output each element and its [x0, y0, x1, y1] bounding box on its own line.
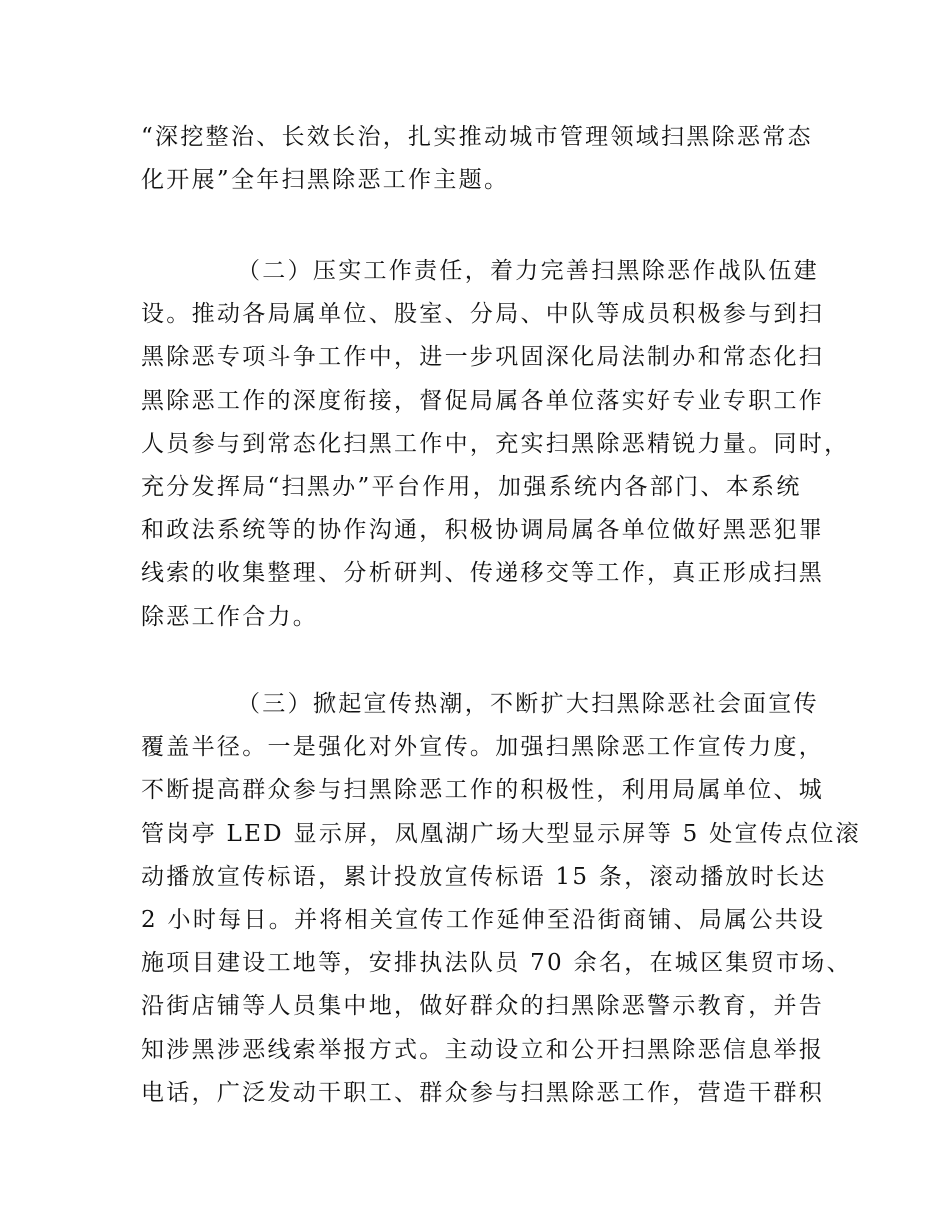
text-line: 知涉黑涉恶线索举报方式。主动设立和公开扫黑除恶信息举报	[141, 1036, 825, 1063]
text-line: 2 小时每日。并将相关宣传工作延伸至沿街商铺、局属公共设	[141, 906, 826, 933]
text-line: “深挖整治、长效长治，扎实推动城市管理领域扫黑除恶常态	[141, 124, 813, 150]
text-line: 电话，广泛发动干职工、群众参与扫黑除恶工作，营造干群积	[141, 1079, 825, 1106]
text-line: 不断提高群众参与扫黑除恶工作的积极性，利用局属单位、城	[141, 777, 825, 804]
text-line: 施项目建设工地等，安排执法队员 70 余名，在城区集贸市场、	[141, 950, 852, 977]
text-line: 沿街店铺等人员集中地，做好群众的扫黑除恶警示教育，并告	[141, 993, 825, 1020]
text-line: 线索的收集整理、分析研判、传递移交等工作，真正形成扫黑	[141, 560, 825, 587]
text-line: 黑除恶工作的深度衔接，督促局属各单位落实好专业专职工作	[141, 387, 825, 414]
text-line: 化开展”全年扫黑除恶工作主题。	[141, 167, 510, 194]
text-line: 管岗亭 LED 显示屏，凤凰湖广场大型显示屏等 5 处宣传点位滚	[141, 820, 861, 847]
text-line: 黑除恶专项斗争工作中，进一步巩固深化局法制办和常态化扫	[141, 344, 825, 371]
text-line: 除恶工作合力。	[141, 603, 319, 630]
text-line: 和政法系统等的协作沟通，积极协调局属各单位做好黑恶犯罪	[141, 517, 825, 544]
section-heading-line: （三）掀起宣传热潮，不断扩大扫黑除恶社会面宣传	[237, 691, 819, 717]
paragraph-section-2	[141, 250, 850, 639]
text-line: 人员参与到常态化扫黑工作中，充实扫黑除恶精锐力量。同时，	[141, 430, 850, 457]
section-heading-line: （二）压实工作责任，着力完善扫黑除恶作战队伍建	[237, 258, 819, 284]
text-line: 充分发挥局“扫黑办”平台作用，加强系统内各部门、本系统	[141, 473, 802, 500]
text-line: 设。推动各局属单位、股室、分局、中队等成员积极参与到扫	[141, 301, 825, 328]
paragraph-theme-continuation	[141, 116, 841, 202]
text-line: 动播放宣传标语，累计投放宣传标语 15 条，滚动播放时长达	[141, 863, 827, 890]
paragraph-section-3	[141, 683, 861, 1115]
text-line: 覆盖半径。一是强化对外宣传。加强扫黑除恶工作宣传力度，	[141, 734, 825, 761]
